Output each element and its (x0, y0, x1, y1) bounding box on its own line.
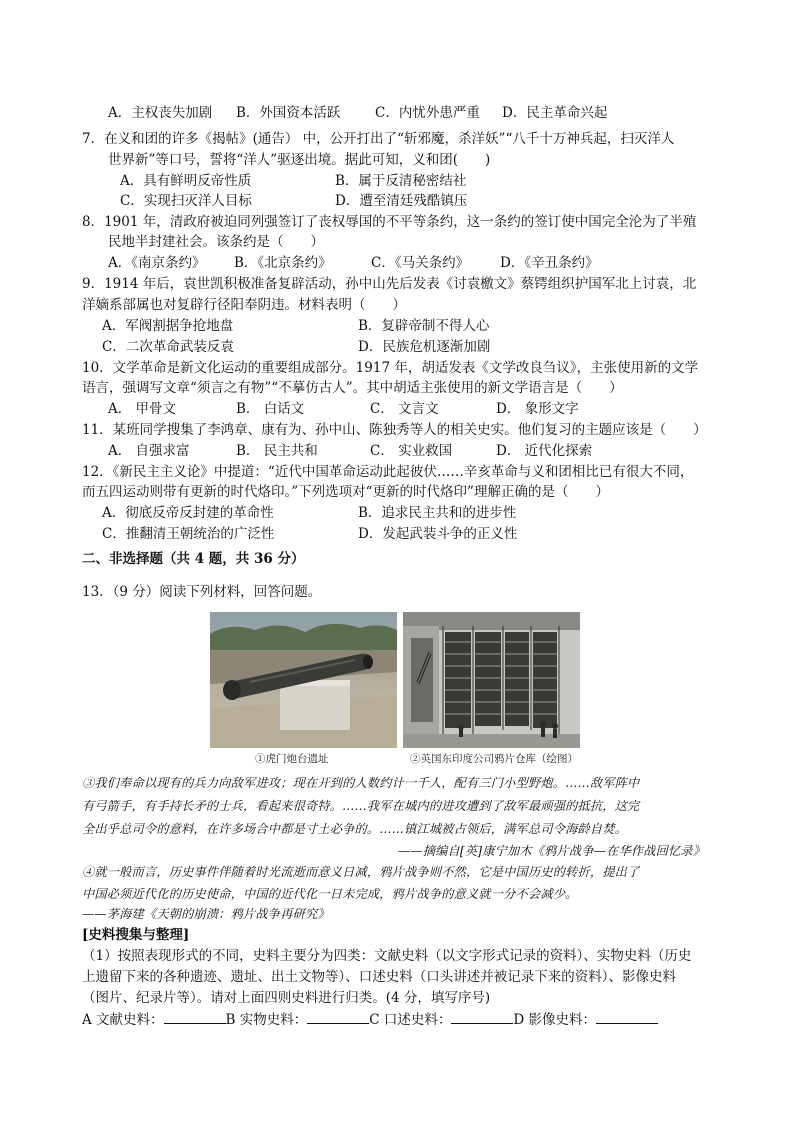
humen-fort-caption: ①虎门炮台遗址 (255, 753, 329, 765)
opium-warehouse-caption: ②英国东印度公司鸦片仓库（绘图） (410, 753, 578, 765)
q7-option-a: A．具有鲜明反帝性质 (120, 173, 252, 189)
q12-option-a: A．彻底反帝反封建的革命性 (102, 505, 274, 521)
q13-part1-line2: 上遗留下来的各种遗迹、遗址、出土文物等）、口述史料（口头讲述并被记录下来的资料）、影像史料 (82, 969, 676, 985)
q7-option-c: C．实现扫灭洋人目标 (120, 193, 252, 209)
q12-option-c: C．推翻清王朝统治的广泛性 (102, 526, 275, 542)
fill-label-image: D 影像史料： (513, 1012, 597, 1028)
fill-label-artifact: B 实物史料： (225, 1012, 308, 1028)
q8-option-b: B．《北京条约》 (234, 255, 332, 271)
q7-option-b: B．属于反清秘密结社 (335, 173, 467, 189)
q8-option-c: C．《马关条约》 (371, 255, 470, 271)
answer-blank-image[interactable] (596, 1009, 658, 1024)
q10-option-a: A． 甲骨文 (108, 401, 177, 417)
q9-option-c: C．二次革命武装反袁 (102, 339, 234, 355)
material-3-line1: ③我们奉命以现有的兵力向敌军进攻；现在开到的人数约计一千人，配有三门小型野炮。……敌军阵中 (82, 776, 640, 790)
q10-option-d: D． 象形文字 (496, 401, 579, 417)
material-4-line1: ④就一般而言，历史事件伴随着时光流逝而意义日减，鸦片战争则不然，它是中国历史的转折，提出了 (82, 865, 640, 879)
material-3-line2: 有弓箭手，有手持长矛的士兵，看起来很奇特。……我军在城内的进攻遭到了敌军最顽强的抵抗，这完 (82, 799, 640, 813)
humen-fort-photo (210, 612, 397, 748)
q11-option-a: A． 自强求富 (108, 443, 190, 459)
q10-option-c: C． 文言文 (370, 401, 439, 417)
q11-stem-line1: 11．某班同学搜集了李鸿章、康有为、孙中山、陈独秀等人的相关史实。他们复习的主题应该是（ ） (82, 422, 707, 438)
fill-in-row (82, 1009, 658, 1030)
opium-warehouse-illustration (403, 612, 580, 748)
q10-stem-line1: 10．文学革命是新文化运动的重要组成部分。1917 年，胡适发表《文学改良刍议》，主张使用新的文学 (82, 360, 699, 376)
q9-option-b: B．复辟帝制不得人心 (358, 318, 490, 334)
subsection-heading: [史料搜集与整理] (82, 927, 190, 943)
section-heading: 二、非选择题（共 4 题，共 36 分） (82, 551, 305, 567)
q6-option-a: A．主权丧失加剧 (108, 105, 213, 121)
q9-option-d: D．民族危机逐渐加剧 (358, 339, 491, 355)
q12-option-b: B．追求民主共和的进步性 (358, 505, 517, 521)
answer-blank-artifact[interactable] (307, 1009, 369, 1024)
q6-option-b: B．外国资本活跃 (236, 105, 341, 121)
answer-blank-oral[interactable] (451, 1009, 513, 1024)
q11-option-b: B． 民主共和 (236, 443, 318, 459)
fill-label-document: A 文献史料： (82, 1012, 164, 1028)
q7-stem-line2: 世界新”等口号，誓将“洋人”驱逐出境。据此可知，义和团( ) (108, 152, 491, 168)
q11-option-d: D． 近代化探索 (496, 443, 593, 459)
q12-stem-line2: 而五四运动则带有更新的时代烙印。”下列选项对“更新的时代烙印”理解正确的是（ ） (82, 484, 609, 500)
answer-blank-document[interactable] (164, 1009, 226, 1024)
q8-stem-line1: 8．1901 年，清政府被迫同列强签订了丧权辱国的不平等条约，这一条约的签订使中国完全沦为了半殖 (82, 214, 697, 230)
q8-stem-line2: 民地半封建社会。该条约是（ ） (108, 234, 324, 250)
fill-label-oral: C 口述史料： (369, 1012, 452, 1028)
q7-option-d: D．遭至清廷残酷镇压 (335, 193, 468, 209)
material-3-source: ——摘编自[英]康宁加木《鸦片战争—在华作战回忆录》 (398, 844, 706, 858)
q10-option-b: B． 白话文 (236, 401, 305, 417)
q13-part1-line1: （1）按照表现形式的不同，史料主要分为四类：文献史料（以文字形式记录的资料）、实物史料（历史 (82, 948, 692, 964)
q8-option-d: D．《辛丑条约》 (500, 255, 599, 271)
q9-option-a: A．军阀割据争抢地盘 (102, 318, 234, 334)
q12-option-d: D．发起武装斗争的正义性 (358, 526, 518, 542)
material-4-line2: 中国必须近代化的历史使命，中国的近代化一日未完成，鸦片战争的意义就一分不会减少。 (82, 887, 578, 901)
q13-intro: 13．（9 分）阅读下列材料，回答问题。 (82, 584, 322, 600)
q8-option-a: A．《南京条约》 (108, 255, 206, 271)
material-3-line3: 全出乎总司令的意料，在许多场合中都是寸土必争的。……镇江城被占领后，满军总司令海龄自焚。 (82, 822, 628, 836)
q11-option-c: C． 实业救国 (370, 443, 453, 459)
q6-option-c: C．内忧外患严重 (375, 105, 480, 121)
q10-stem-line2: 语言，强调写文章“须言之有物”“不摹仿古人”。其中胡适主张使用的新文学语言是（ ） (82, 380, 623, 396)
q12-stem-line1: 12．《新民主主义论》中提道：“近代中国革命运动此起彼伏……辛亥革命与义和团相比已有很大不同， (82, 464, 694, 480)
q9-stem-line1: 9．1914 年后，袁世凯积极准备复辟活动，孙中山先后发表《讨袁檄文》蔡锷组织护国军北上讨袁，北 (82, 276, 697, 292)
q13-part1-line3: （图片、纪录片等）。请对上面四则史料进行归类。(4 分，填写序号) (82, 990, 491, 1006)
material-4-source: ——茅海建《天朝的崩溃：鸦片战争再研究》 (82, 907, 330, 921)
q6-option-d: D．民主革命兴起 (502, 105, 608, 121)
q9-stem-line2: 洋嫡系部属也对复辟行径阳奉阴违。材料表明（ ） (82, 297, 406, 313)
q7-stem-line1: 7．在义和团的许多《揭帖》(通告） 中，公开打出了“斩邪魔，杀洋妖”“八千十万神兵起，扫灭洋人 (82, 131, 675, 147)
